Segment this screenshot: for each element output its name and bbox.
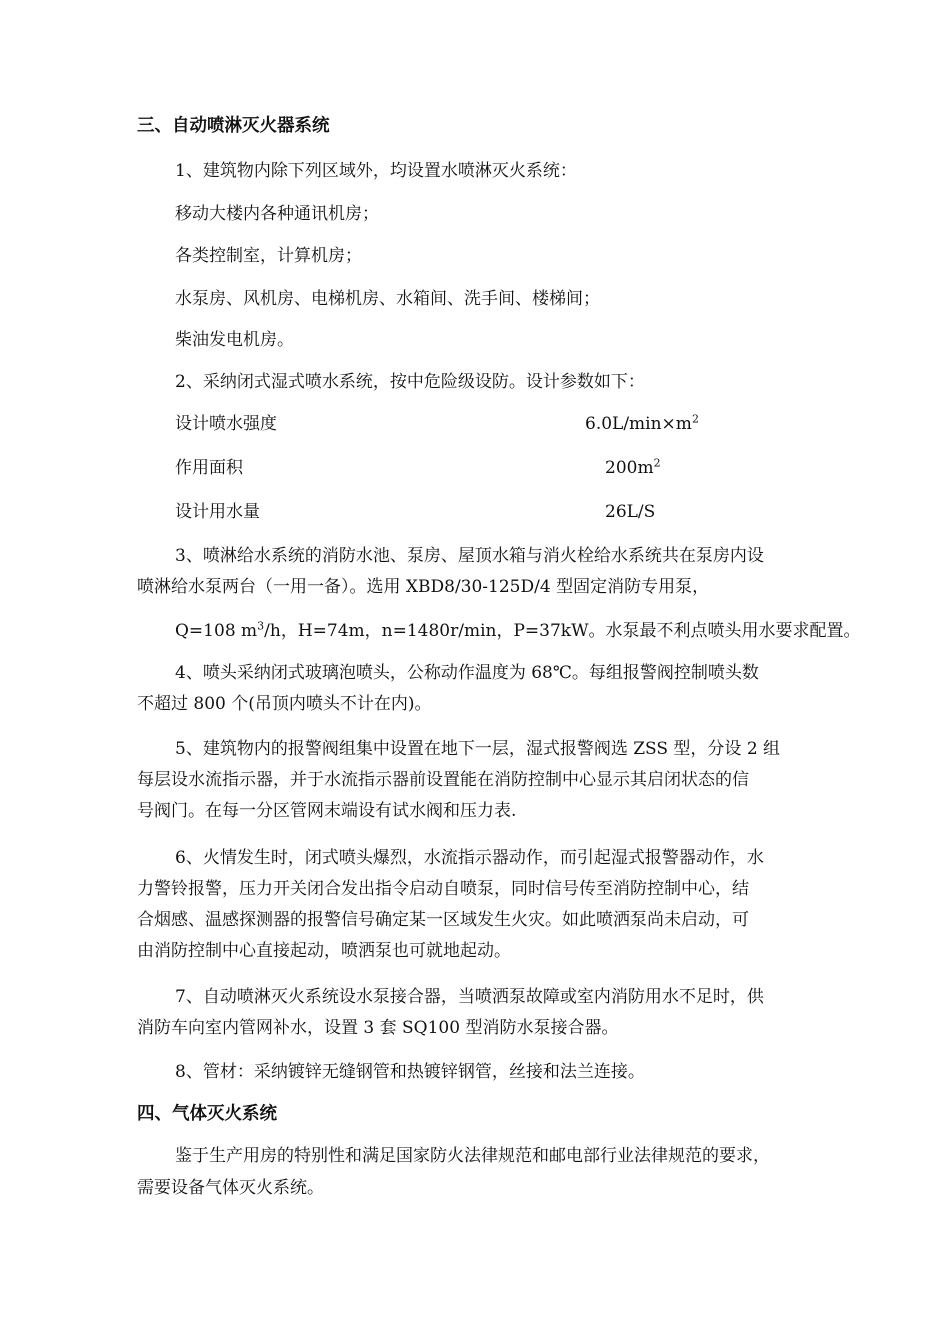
item2-text: 2、采纳闭式湿式喷水系统，按中危险级设防。设计参数如下： <box>175 372 645 392</box>
param-label: 设计喷水强度 <box>175 414 277 434</box>
item5-line: 号阀门。在每一分区管网末端设有试水阀和压力表. <box>137 801 517 821</box>
item5-line: 每层设水流指示器，并于水流指示器前设置能在消防控制中心显示其启闭状态的信 <box>137 770 749 790</box>
param-value: 26L/S <box>605 502 656 522</box>
item6-line: 合烟感、温感探测器的报警信号确定某一区域发生火灾。如此喷洒泵尚未启动，可 <box>137 910 749 930</box>
item5-line: 5、建筑物内的报警阀组集中设置在地下一层，湿式报警阀选 ZSS 型，分设 2 组 <box>175 739 781 759</box>
param-value: $200m^2$ <box>605 456 661 478</box>
item4-line: 4、喷头采纳闭式玻璃泡喷头，公称动作温度为 68℃。每组报警阀控制喷头数 <box>175 663 759 683</box>
param-label: 设计用水量 <box>175 502 260 522</box>
param-value: $6.0L/\min\times m^2$ <box>585 412 699 434</box>
item6-line: 力警铃报警，压力开关闭合发出指令启动自喷泵，同时信号传至消防控制中心，结 <box>137 879 749 899</box>
section3-heading: 三、自动喷淋灭火器系统 <box>137 116 330 136</box>
section4-line: 鉴于生产用房的特别性和满足国家防火法律规范和邮电部行业法律规范的要求， <box>175 1146 770 1166</box>
item1-text: 1、建筑物内除下列区域外，均设置水喷淋灭火系统： <box>175 161 577 181</box>
item8-text: 8、管材：采纳镀锌无缝钢管和热镀锌钢管，丝接和法兰连接。 <box>175 1062 645 1082</box>
item7-line: 7、自动喷淋灭火系统设水泵接合器，当喷洒泵故障或室内消防用水不足时，供 <box>175 987 764 1007</box>
item7-line: 消防车向室内管网补水，设置 3 套 SQ100 型消防水泵接合器。 <box>137 1018 619 1038</box>
exclusion-item: 水泵房、风机房、电梯机房、水箱间、洗手间、楼梯间； <box>175 289 600 309</box>
item6-line: 由消防控制中心直接起动，喷洒泵也可就地起动。 <box>137 941 511 961</box>
exclusion-item: 各类控制室，计算机房； <box>175 246 362 266</box>
param-label: 作用面积 <box>175 458 243 478</box>
exclusion-item: 移动大楼内各种通讯机房； <box>175 204 379 224</box>
item3-spec: Q=108 $m^3/h$，H=74m，n=1480r/min，P=37kW。水泵最不利点喷头用水要求配置。 <box>175 619 861 641</box>
item4-line: 不超过 800 个(吊顶内喷头不计在内)。 <box>137 694 432 714</box>
item6-line: 6、火情发生时，闭式喷头爆烈，水流指示器动作，而引起湿式报警器动作，水 <box>175 848 764 868</box>
section4-heading: 四、气体灭火系统 <box>137 1104 277 1124</box>
item3-line: 喷淋给水泵两台（一用一备）。选用 XBD8/30-125D/4 型固定消防专用泵， <box>137 577 710 597</box>
section4-line: 需要设备气体灭火系统。 <box>137 1178 324 1198</box>
exclusion-item: 柴油发电机房。 <box>175 330 294 350</box>
item3-line: 3、喷淋给水系统的消防水池、泵房、屋顶水箱与消火栓给水系统共在泵房内设 <box>175 546 764 566</box>
